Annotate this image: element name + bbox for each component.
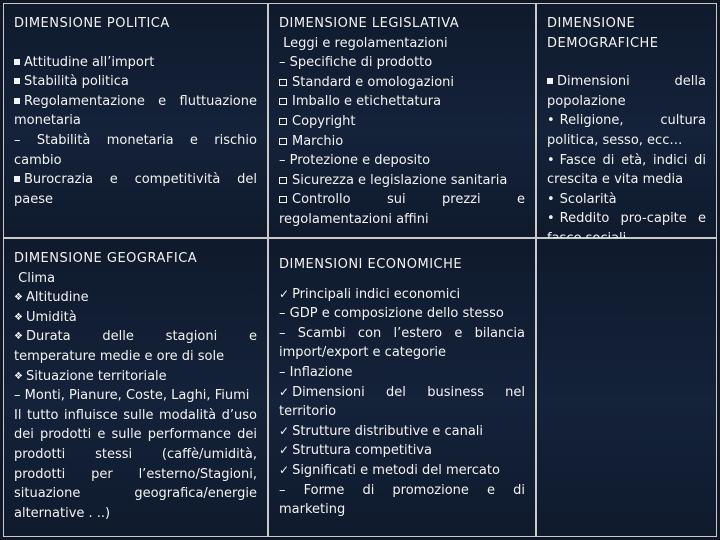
list-item: – Monti, Pianure, Coste, Laghi, Fiumi — [14, 388, 250, 404]
square-bullet-icon — [14, 176, 20, 182]
list-item: ✓ Principali indici economici — [279, 285, 525, 305]
diamond-bullet-icon: ❖ — [14, 331, 23, 343]
dot-bullet-icon: • — [547, 113, 555, 129]
hollow-square-bullet-icon — [279, 177, 287, 184]
list-item: Burocrazia e competitività del paese — [14, 172, 257, 207]
list-item: Imballo e etichettatura — [279, 92, 525, 112]
diamond-bullet-icon: ❖ — [14, 292, 23, 304]
list-item: ✓ Struttura competitiva — [279, 441, 525, 461]
geografica-title: DIMENSIONE GEOGRAFICA — [14, 251, 198, 266]
cell-demografiche — [536, 3, 717, 238]
cell-legislativa — [268, 3, 536, 238]
checkmark-bullet-icon: ✓ — [279, 462, 290, 477]
checkmark-bullet-icon: ✓ — [279, 423, 290, 438]
checkmark-bullet-icon: ✓ — [279, 286, 290, 301]
square-bullet-icon — [547, 78, 553, 84]
legislativa-title: DIMENSIONE LEGISLATIVA — [279, 16, 460, 31]
list-item: – GDP e composizione dello stesso — [279, 306, 504, 322]
list-item: ❖ Situazione territoriale — [14, 367, 257, 387]
list-item: Sicurezza e legislazione sanitaria — [279, 171, 525, 191]
diamond-bullet-icon: ❖ — [14, 370, 23, 382]
hollow-square-bullet-icon — [279, 98, 287, 105]
list-item: – Protezione e deposito — [279, 153, 431, 169]
list-item: – Specifiche di prodotto — [279, 55, 433, 71]
hollow-square-bullet-icon — [279, 138, 287, 145]
list-item: – Forme di promozione e di marketing — [279, 482, 525, 518]
geografica-note: Il tutto influisce sulle modalità d’uso dei prodotti e sulle performance dei prodotti stessi (caffè/umidità, prodotti per l’esterno/Stagioni, situazione geografica/energie alternative . ..) — [14, 407, 257, 521]
list-item: • Fasce di età, indici di crescita e vita media — [547, 152, 706, 188]
hollow-square-bullet-icon — [279, 118, 287, 125]
list-item: ❖ Durata delle stagioni e temperature medie e ore di sole — [14, 329, 257, 364]
checkmark-bullet-icon: ✓ — [279, 384, 290, 399]
diamond-bullet-icon: ❖ — [14, 311, 23, 323]
legislativa-subtitle: Leggi e regolamentazioni — [279, 35, 448, 51]
list-item: ❖ Umidità — [14, 308, 257, 328]
list-item: ✓ Dimensioni del business nel territorio — [279, 384, 525, 420]
list-item: • Reddito pro-capite e — [547, 209, 706, 248]
list-item: • Religione, cultura politica, sesso, ecc… — [547, 113, 706, 148]
dot-bullet-icon: • — [547, 152, 555, 168]
cell-politica — [3, 3, 268, 238]
dimensions-table — [3, 3, 717, 537]
list-item: – Stabilità monetaria e rischio cambio — [14, 132, 257, 168]
dot-bullet-icon: • — [547, 211, 555, 227]
list-item: – Scambi con l’estero e bilancia import/export e categorie — [279, 325, 525, 361]
list-item: Copyright — [279, 112, 525, 132]
list-item: Regolamentazione e fluttuazione monetaria — [14, 93, 257, 129]
geografica-subtitle: Clima — [14, 270, 56, 286]
cell-empty — [536, 238, 717, 537]
dot-bullet-icon: • — [547, 191, 555, 207]
square-bullet-icon — [14, 98, 20, 104]
economiche-title: DIMENSIONI ECONOMICHE — [279, 257, 463, 272]
list-item: ❖ Altitudine — [14, 288, 257, 308]
hollow-square-bullet-icon — [279, 79, 287, 86]
square-bullet-icon — [14, 59, 20, 65]
list-item: ✓ Strutture distributive e canali — [279, 422, 525, 442]
cell-economiche — [268, 238, 536, 537]
list-item: Stabilità politica — [14, 72, 257, 92]
list-item: Standard e omologazioni — [279, 73, 525, 93]
checkmark-bullet-icon: ✓ — [279, 443, 290, 458]
politica-title: DIMENSIONE POLITICA — [14, 16, 170, 31]
demografiche-title: DIMENSIONE DEMOGRAFICHE — [547, 16, 659, 51]
square-bullet-icon — [14, 78, 20, 84]
list-item: Attitudine all’import — [14, 53, 257, 73]
cell-geografica — [3, 238, 268, 537]
list-item: ✓ Significati e metodi del mercato — [279, 461, 525, 481]
list-item: – Inflazione — [279, 364, 353, 380]
hollow-square-bullet-icon — [279, 196, 287, 203]
list-item: • Scolarità — [547, 190, 706, 210]
list-item: Marchio — [279, 132, 525, 152]
list-item: Dimensioni della popolazione — [547, 74, 706, 109]
list-item: Controllo sui prezzi e regolamentazioni affini — [279, 192, 525, 227]
